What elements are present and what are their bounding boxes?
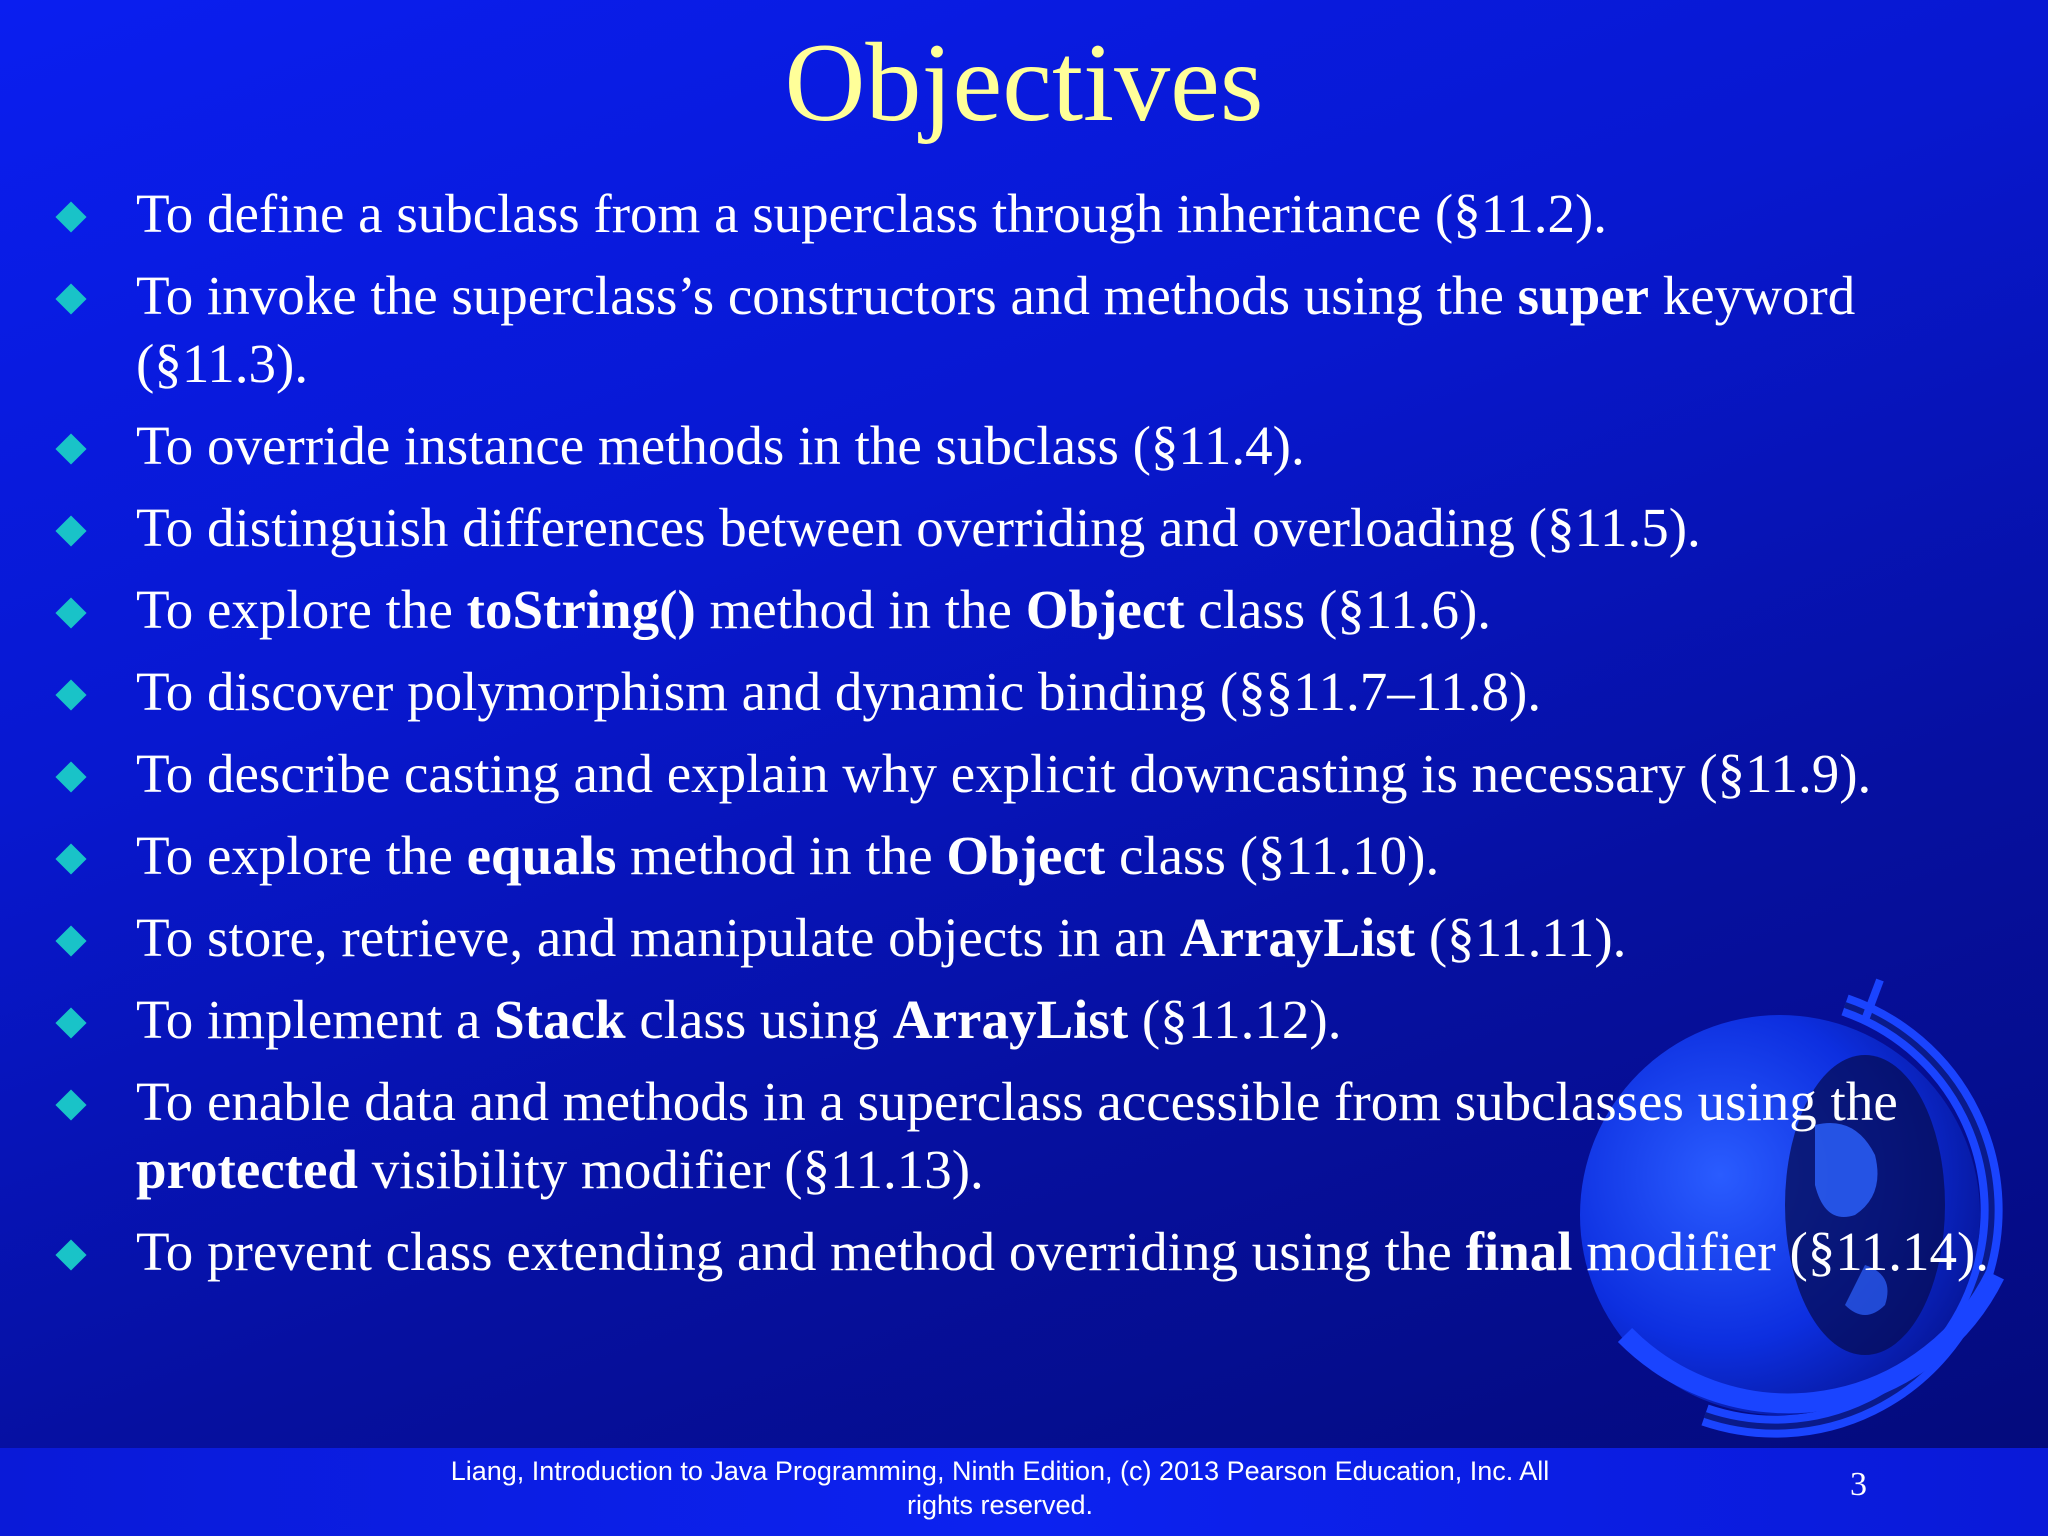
objective-item: To distinguish differences between overriding and overloading (§11.5).	[0, 494, 2048, 562]
footer-line-2: rights reserved.	[906, 1490, 1094, 1520]
diamond-bullet-icon	[55, 597, 86, 628]
objective-item: To describe casting and explain why explicit downcasting is necessary (§11.9).	[0, 740, 2048, 808]
objective-item: To prevent class extending and method overriding using the final modifier (§11.14).	[0, 1218, 2048, 1286]
objective-item: To store, retrieve, and manipulate objects in an ArrayList (§11.11).	[0, 904, 2048, 972]
footer-line-1: Liang, Introduction to Java Programming, Ninth Edition, (c) 2013 Pearson Education, Inc. All	[450, 1456, 1550, 1486]
objective-item: To define a subclass from a superclass through inheritance (§11.2).	[0, 180, 2048, 248]
diamond-bullet-icon	[55, 433, 86, 464]
diamond-bullet-icon	[55, 283, 86, 314]
diamond-bullet-icon	[55, 925, 86, 956]
diamond-bullet-icon	[55, 843, 86, 874]
diamond-bullet-icon	[55, 515, 86, 546]
diamond-bullet-icon	[55, 1239, 86, 1270]
diamond-bullet-icon	[55, 201, 86, 232]
objective-item: To implement a Stack class using ArrayList (§11.12).	[0, 986, 2048, 1054]
objective-item: To invoke the superclass’s constructors and methods using the super keyword (§11.3).	[0, 262, 2048, 398]
objective-item: To explore the equals method in the Object class (§11.10).	[0, 822, 2048, 890]
diamond-bullet-icon	[55, 1089, 86, 1120]
objective-item: To override instance methods in the subclass (§11.4).	[0, 412, 2048, 480]
page-number: 3	[1850, 1466, 1867, 1503]
objective-item: To discover polymorphism and dynamic binding (§§11.7–11.8).	[0, 658, 2048, 726]
diamond-bullet-icon	[55, 761, 86, 792]
objective-item: To enable data and methods in a superclass accessible from subclasses using the protected visibility modifier (§11.13).	[0, 1068, 2048, 1204]
diamond-bullet-icon	[55, 679, 86, 710]
objective-item: To explore the toString() method in the Object class (§11.6).	[0, 576, 2048, 644]
diamond-bullet-icon	[55, 1007, 86, 1038]
footer-copyright	[420, 1454, 1580, 1522]
objectives-list	[0, 180, 2048, 1300]
slide-title: Objectives	[784, 21, 1264, 145]
